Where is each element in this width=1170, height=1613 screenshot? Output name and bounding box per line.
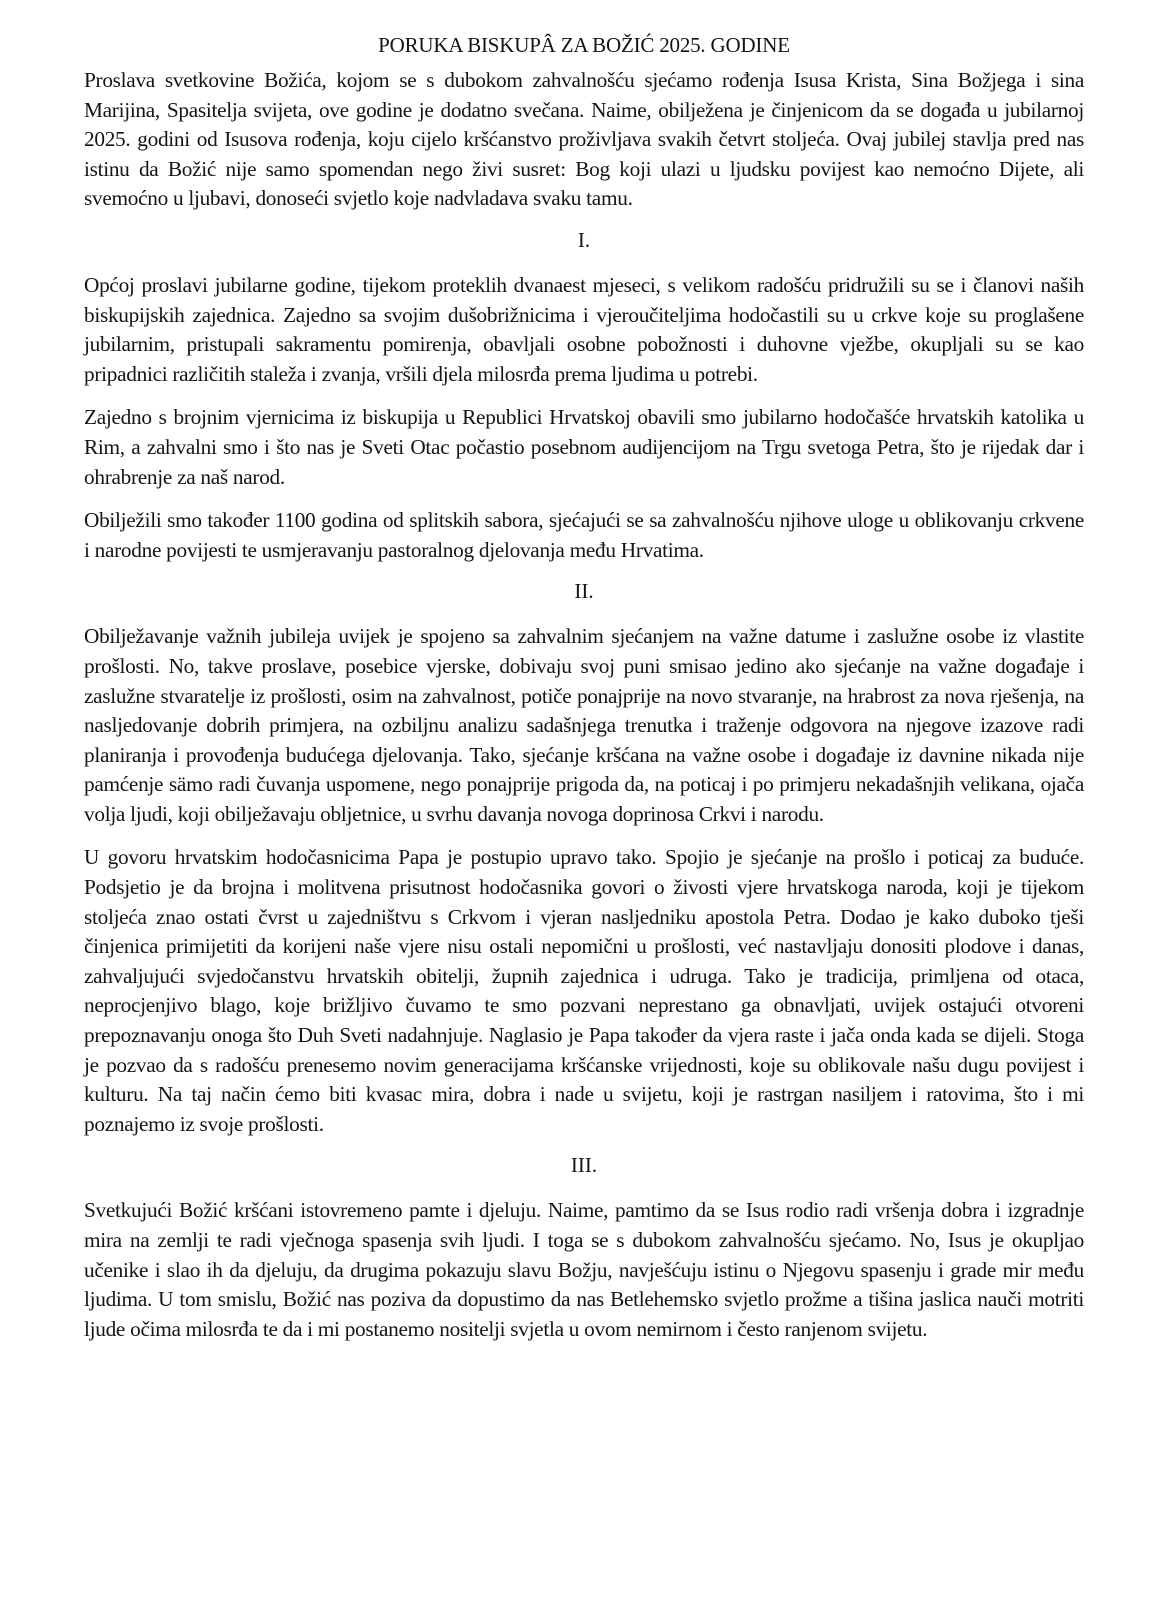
document-page <box>84 30 1084 1344</box>
section-1-paragraph: Obilježili smo također 1100 godina od splitskih sabora, sjećajući se sa zahvalnošću njihove uloge u oblikovanju crkvene i narodne povijesti te usmjeravanju pastoralnog djelovanja među Hrvatima. <box>84 508 1084 562</box>
section-1-paragraph: Općoj proslavi jubilarne godine, tijekom proteklih dvanaest mjeseci, s velikom radošću pridružili su se i članovi naših biskupijskih zajednica. Zajedno sa svojim dušobrižnicima i vjeroučiteljima hodočastili su u crkve koje su proglašene jubilarnim, pristupali sakramentu pomirenja, obavljali osobne pobožnosti i duhovne vježbe, okupljali su se kao pripadnici različitih staleža i zvanja, vršili djela milosrđa prema ljudima u potrebi. <box>84 272 1084 386</box>
paragraph-spacer <box>84 492 1084 506</box>
section-1-paragraph: Zajedno s brojnim vjernicima iz biskupija u Republici Hrvatskoj obavili smo jubilarno hodočašće hrvatskih katolika u Rim, a zahvalni smo i što nas je Sveti Otac počastio posebnom audijencijom na Trgu svetoga Petra, što je rijedak dar i ohrabrenje za naš narod. <box>84 405 1084 489</box>
intro-paragraph: Proslava svetkovine Božića, kojom se s dubokom zahvalnošću sjećamo rođenja Isusa Krista, Sina Božjega i sina Marijina, Spasitelja svijeta, ove godine je dodatno svečana. Naime, obilježena je činjenicom da se događa u jubilarnoj 2025. godini od Isusova rođenja, koju cijelo kršćanstvo proživljava svakih četvrt stoljeća. Ovaj jubilej stavlja pred nas istinu da Božić nije samo spomendan nego živi susret: Bog koji ulazi u ljudsku povijest kao nemoćno Dijete, ali svemoćno u ljubavi, donoseći svjetlo koje nadvladava svaku tamu. <box>84 68 1084 211</box>
document-title: PORUKA BISKUPÂ ZA BOŽIĆ 2025. GODINE <box>378 33 790 57</box>
section-heading-1: I. <box>577 227 591 252</box>
section-heading-2: II. <box>574 579 594 604</box>
section-2-paragraph: U govoru hrvatskim hodočasnicima Papa je postupio upravo tako. Spojio je sjećanje na prošlo i poticaj za buduće. Podsjetio je da brojna i molitvena prisutnost hodočasnika govori o živosti vjere hrvatskoga naroda, koji je tijekom stoljeća znao ostati čvrst u zajedništvu s Crkvom i vjeran nasljedniku apostola Petra. Dodao je kako duboko tješi činjenica primijetiti da korijeni naše vjere nisu ostali nepomični u prošlosti, već nastavljaju donositi plodove i danas, zahvaljujući svjedočanstvu hrvatskih obitelji, župnih zajednica i udruga. Tako je tradicija, primljena od otaca, neprocjenjivo blago, koje brižljivo čuvamo te smo pozvani neprestano ga obnavljati, uvijek ostajući otvoreni prepoznavanju onoga što Duh Sveti nadahnjuje. Naglasio je Papa također da vjera raste i jača onda kada se dijeli. Stoga je pozvao da s radošću prenesemo novim generacijama kršćanske vrijednosti, koje su oblikovale našu dugu povijest i kulturu. Na taj način ćemo biti kvasac mira, dobra i nade u svijetu, koji je rastrgan nasiljem i ratovima, što i mi poznajemo iz svoje prošlosti. <box>84 845 1084 1136</box>
section-heading-3: III. <box>570 1153 598 1178</box>
section-3-paragraph: Svetkujući Božić kršćani istovremeno pamte i djeluju. Naime, pamtimo da se Isus rodio radi vršenja dobra i izgradnje mira na zemlji te radi vječnoga spasenja svih ljudi. I toga se s dubokom zahvalnošću sjećamo. No, Isus je okupljao učenike i slao ih da djeluju, da drugima pokazuju slavu Božju, navješćuju istinu o Njegovu spasenju i grade mir među ljudima. U tom smislu, Božić nas poziva da dopustimo da nas Betlehemsko svjetlo prožme a tišina jaslica nauči motriti ljude očima milosrđa te da i mi postanemo nositelji svjetla u ovom nemirnom i često ranjenom svijetu. <box>84 1198 1084 1341</box>
section-2-paragraph: Obilježavanje važnih jubileja uvijek je spojeno sa zahvalnim sjećanjem na važne datume i zaslužne osobe iz vlastite prošlosti. No, takve proslave, posebice vjerske, dobivaju svoj puni smisao jedino ako sjećanje na važne događaje i zaslužne stvaratelje iz prošlosti, osim na zahvalnost, potiče ponajprije na novo stvaranje, na hrabrost za nova rješenja, na nasljedovanje dobrih primjera, na ozbiljnu analizu sadašnjega trenutka i traženje odgovora na njegove izazove radi planiranja i provođenja budućega djelovanja. Tako, sjećanje kršćana na važne osobe i događaje iz davnine nikada nije pamćenje sämo radi čuvanja uspomene, nego ponajprije prigoda da, na poticaj i po primjeru nekadašnjih velikana, ojača volja ljudi, koji obilježavaju obljetnice, u svrhu davanja novoga doprinosa Crkvi i narodu. <box>84 624 1084 826</box>
paragraph-spacer <box>84 389 1084 403</box>
paragraph-spacer <box>84 829 1084 843</box>
